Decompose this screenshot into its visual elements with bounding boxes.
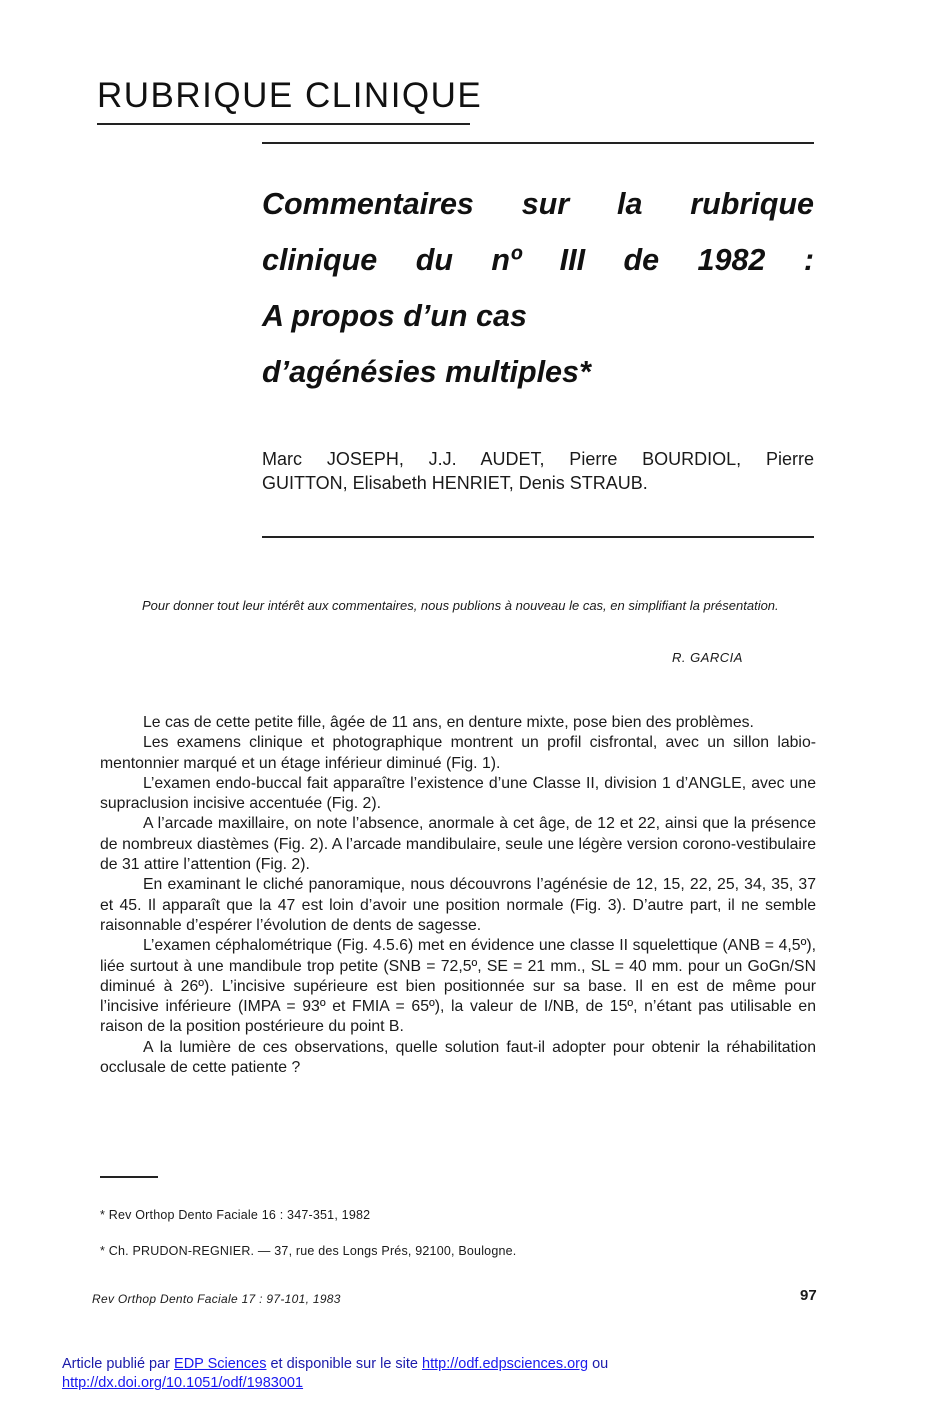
edp-sciences-link[interactable]: EDP Sciences bbox=[174, 1356, 267, 1372]
publisher-note-prefix: Article publié par bbox=[62, 1356, 175, 1372]
title-line: d’agénésies multiples* bbox=[262, 355, 591, 389]
authors-bottom-rule bbox=[262, 536, 814, 538]
footnote-separator bbox=[100, 1176, 158, 1178]
editor-note: Pour donner tout leur intérêt aux commentaires, nous publions à nouveau le cas, en simplifiant la présentation. bbox=[142, 598, 779, 613]
doi-link[interactable]: http://dx.doi.org/10.1051/odf/1983001 bbox=[62, 1375, 304, 1391]
journal-reference: Rev Orthop Dento Faciale 17 : 97-101, 1983 bbox=[92, 1292, 341, 1306]
authors-line-1: Marc JOSEPH, J.J. AUDET, Pierre BOURDIOL, Pierre bbox=[262, 449, 814, 469]
publisher-note-or: ou bbox=[588, 1356, 609, 1372]
section-heading: RUBRIQUE CLINIQUE bbox=[97, 76, 483, 115]
body-paragraph: Les examens clinique et photographique montrent un profil cisfrontal, avec un sillon labio-mentonnier marqué et un étage inférieur diminué (Fig. 1). bbox=[100, 734, 816, 772]
body-paragraph: L’examen céphalométrique (Fig. 4.5.6) met en évidence une classe II squelettique (ANB = 4,5º), liée surtout à une mandibule trop petite (SNB = 72,5º, SE = 21 mm., SL = 40 mm. pour un GoGn/SN diminué à 26º). L’incisive supérieure est bien positionnée sur sa base. Il en est de même pour l’incisive inférieure (IMPA = 93º et FMIA = 65º), la valeur de I/NB, de 15º, n’étant pas utilisable en raison de la position postérieure du point B. bbox=[100, 937, 816, 1036]
title-line: clinique du nº III de 1982 : bbox=[262, 243, 814, 277]
body-paragraph: Le cas de cette petite fille, âgée de 11 ans, en denture mixte, pose bien des problèmes. bbox=[143, 714, 754, 731]
body-paragraph: En examinant le cliché panoramique, nous découvrons l’agénésie de 12, 15, 22, 25, 34, 35, 37 et 45. Il apparaît que la 47 est loin d’avoir une position normale (Fig. 3). D’autre part, il ne semble raisonnable d’espérer l’évolution de dents de sagesse. bbox=[100, 876, 816, 934]
body-paragraph: A la lumière de ces observations, quelle solution faut-il adopter pour obtenir la réhabilitation occlusale de cette patiente ? bbox=[100, 1038, 816, 1077]
author-list bbox=[262, 447, 814, 495]
page-number: 97 bbox=[800, 1287, 817, 1304]
footnote-address: * Ch. PRUDON-REGNIER. — 37, rue des Longs Prés, 92100, Boulogne. bbox=[100, 1244, 517, 1258]
body-paragraph: L’examen endo-buccal fait apparaître l’existence d’une Classe II, division 1 d’ANGLE, avec une supraclusion incisive accentuée (Fig. 2). bbox=[100, 774, 816, 813]
article-body bbox=[100, 713, 816, 1078]
authors-line-2: GUITTON, Elisabeth HENRIET, Denis STRAUB. bbox=[262, 473, 648, 493]
article-title bbox=[262, 176, 814, 400]
site-link[interactable]: http://odf.edpsciences.org bbox=[422, 1356, 589, 1372]
title-line: Commentaires sur la rubrique bbox=[262, 187, 814, 221]
title-line: A propos d’un cas bbox=[262, 299, 527, 333]
title-top-rule bbox=[262, 142, 814, 144]
section-underline bbox=[97, 123, 470, 125]
publisher-note bbox=[62, 1355, 762, 1393]
footnote-citation: * Rev Orthop Dento Faciale 16 : 347-351, 1982 bbox=[100, 1208, 371, 1222]
publisher-note-middle: et disponible sur le site bbox=[266, 1356, 423, 1372]
body-paragraph: A l’arcade maxillaire, on note l’absence, anormale à cet âge, de 12 et 22, ainsi que la présence de nombreux diastèmes (Fig. 2). A l’arcade mandibulaire, seule une légère version corono-vestibulaire de 31 attire l’attention (Fig. 2). bbox=[100, 815, 816, 874]
editor-signature: R. GARCIA bbox=[672, 650, 743, 665]
